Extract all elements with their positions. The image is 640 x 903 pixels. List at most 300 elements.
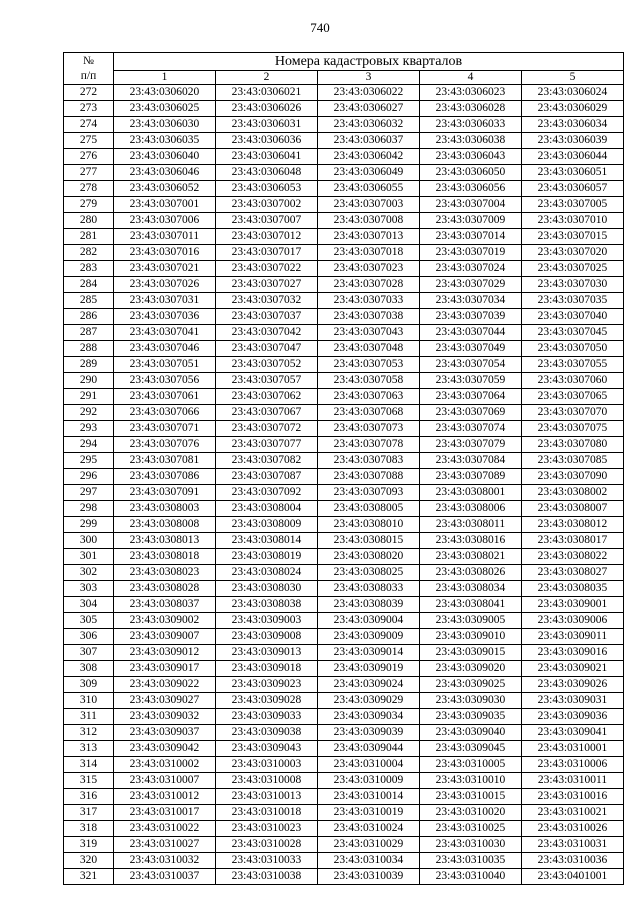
cadastral-number-cell: 23:43:0309039 bbox=[318, 725, 420, 741]
cadastral-number-cell: 23:43:0310010 bbox=[420, 773, 522, 789]
cadastral-number-cell: 23:43:0307093 bbox=[318, 485, 420, 501]
cadastral-number-cell: 23:43:0309031 bbox=[522, 693, 624, 709]
column-header-5: 5 bbox=[522, 71, 624, 85]
row-number: 321 bbox=[64, 869, 114, 885]
cadastral-number-cell: 23:43:0307083 bbox=[318, 453, 420, 469]
cadastral-number-cell: 23:43:0306055 bbox=[318, 181, 420, 197]
cadastral-number-cell: 23:43:0306049 bbox=[318, 165, 420, 181]
cadastral-number-cell: 23:43:0308026 bbox=[420, 565, 522, 581]
cadastral-number-cell: 23:43:0310003 bbox=[216, 757, 318, 773]
table-row bbox=[64, 821, 624, 837]
cadastral-number-cell: 23:43:0309042 bbox=[114, 741, 216, 757]
row-number: 312 bbox=[64, 725, 114, 741]
cadastral-number-cell: 23:43:0307013 bbox=[318, 229, 420, 245]
table-row bbox=[64, 373, 624, 389]
cadastral-number-cell: 23:43:0309025 bbox=[420, 677, 522, 693]
cadastral-number-cell: 23:43:0307025 bbox=[522, 261, 624, 277]
table-row bbox=[64, 741, 624, 757]
cadastral-number-cell: 23:43:0309043 bbox=[216, 741, 318, 757]
cadastral-number-cell: 23:43:0309011 bbox=[522, 629, 624, 645]
row-number: 299 bbox=[64, 517, 114, 533]
row-number: 295 bbox=[64, 453, 114, 469]
cadastral-number-cell: 23:43:0307062 bbox=[216, 389, 318, 405]
cadastral-number-cell: 23:43:0306030 bbox=[114, 117, 216, 133]
row-number-header bbox=[64, 53, 114, 85]
cadastral-number-cell: 23:43:0308022 bbox=[522, 549, 624, 565]
table-row bbox=[64, 453, 624, 469]
cadastral-number-cell: 23:43:0309041 bbox=[522, 725, 624, 741]
cadastral-number-cell: 23:43:0310025 bbox=[420, 821, 522, 837]
cadastral-number-cell: 23:43:0309028 bbox=[216, 693, 318, 709]
cadastral-number-cell: 23:43:0310021 bbox=[522, 805, 624, 821]
cadastral-number-cell: 23:43:0307086 bbox=[114, 469, 216, 485]
row-number: 274 bbox=[64, 117, 114, 133]
cadastral-number-cell: 23:43:0309009 bbox=[318, 629, 420, 645]
cadastral-number-cell: 23:43:0308001 bbox=[420, 485, 522, 501]
cadastral-number-cell: 23:43:0309033 bbox=[216, 709, 318, 725]
cadastral-number-cell: 23:43:0308012 bbox=[522, 517, 624, 533]
row-number: 278 bbox=[64, 181, 114, 197]
cadastral-number-cell: 23:43:0308021 bbox=[420, 549, 522, 565]
row-number: 272 bbox=[64, 85, 114, 101]
table-row bbox=[64, 213, 624, 229]
cadastral-number-cell: 23:43:0308018 bbox=[114, 549, 216, 565]
cadastral-number-cell: 23:43:0307088 bbox=[318, 469, 420, 485]
table-row bbox=[64, 629, 624, 645]
cadastral-number-cell: 23:43:0308027 bbox=[522, 565, 624, 581]
cadastral-number-cell: 23:43:0307004 bbox=[420, 197, 522, 213]
cadastral-number-cell: 23:43:0307070 bbox=[522, 405, 624, 421]
cadastral-number-cell: 23:43:0308035 bbox=[522, 581, 624, 597]
cadastral-number-cell: 23:43:0310009 bbox=[318, 773, 420, 789]
cadastral-number-cell: 23:43:0306034 bbox=[522, 117, 624, 133]
table-row bbox=[64, 773, 624, 789]
cadastral-number-cell: 23:43:0306028 bbox=[420, 101, 522, 117]
cadastral-number-cell: 23:43:0306021 bbox=[216, 85, 318, 101]
cadastral-number-cell: 23:43:0307003 bbox=[318, 197, 420, 213]
cadastral-number-cell: 23:43:0307087 bbox=[216, 469, 318, 485]
cadastral-number-cell: 23:43:0307080 bbox=[522, 437, 624, 453]
table-row bbox=[64, 469, 624, 485]
row-number: 294 bbox=[64, 437, 114, 453]
cadastral-number-cell: 23:43:0306052 bbox=[114, 181, 216, 197]
table-header bbox=[64, 53, 624, 85]
cadastral-number-cell: 23:43:0306027 bbox=[318, 101, 420, 117]
cadastral-number-cell: 23:43:0307058 bbox=[318, 373, 420, 389]
cadastral-number-cell: 23:43:0307090 bbox=[522, 469, 624, 485]
cadastral-number-cell: 23:43:0307068 bbox=[318, 405, 420, 421]
cadastral-number-cell: 23:43:0307030 bbox=[522, 277, 624, 293]
cadastral-number-cell: 23:43:0307056 bbox=[114, 373, 216, 389]
cadastral-number-cell: 23:43:0306038 bbox=[420, 133, 522, 149]
row-number: 288 bbox=[64, 341, 114, 357]
cadastral-number-cell: 23:43:0309037 bbox=[114, 725, 216, 741]
table-row bbox=[64, 549, 624, 565]
cadastral-number-cell: 23:43:0310013 bbox=[216, 789, 318, 805]
cadastral-number-cell: 23:43:0310034 bbox=[318, 853, 420, 869]
row-number: 293 bbox=[64, 421, 114, 437]
cadastral-number-cell: 23:43:0307006 bbox=[114, 213, 216, 229]
row-number: 280 bbox=[64, 213, 114, 229]
row-number: 289 bbox=[64, 357, 114, 373]
cadastral-number-cell: 23:43:0309010 bbox=[420, 629, 522, 645]
cadastral-number-cell: 23:43:0307031 bbox=[114, 293, 216, 309]
cadastral-number-cell: 23:43:0307089 bbox=[420, 469, 522, 485]
cadastral-number-cell: 23:43:0306043 bbox=[420, 149, 522, 165]
cadastral-number-cell: 23:43:0310020 bbox=[420, 805, 522, 821]
cadastral-number-cell: 23:43:0307037 bbox=[216, 309, 318, 325]
cadastral-number-cell: 23:43:0309018 bbox=[216, 661, 318, 677]
cadastral-number-cell: 23:43:0307001 bbox=[114, 197, 216, 213]
table-row bbox=[64, 437, 624, 453]
cadastral-number-cell: 23:43:0306035 bbox=[114, 133, 216, 149]
row-number: 286 bbox=[64, 309, 114, 325]
table-row bbox=[64, 421, 624, 437]
cadastral-number-cell: 23:43:0309020 bbox=[420, 661, 522, 677]
cadastral-number-cell: 23:43:0309013 bbox=[216, 645, 318, 661]
cadastral-number-cell: 23:43:0308017 bbox=[522, 533, 624, 549]
row-number: 287 bbox=[64, 325, 114, 341]
table-row bbox=[64, 197, 624, 213]
row-number: 290 bbox=[64, 373, 114, 389]
row-number: 273 bbox=[64, 101, 114, 117]
row-number: 297 bbox=[64, 485, 114, 501]
table-row bbox=[64, 837, 624, 853]
cadastral-number-cell: 23:43:0308038 bbox=[216, 597, 318, 613]
row-number: 310 bbox=[64, 693, 114, 709]
cadastral-number-cell: 23:43:0308011 bbox=[420, 517, 522, 533]
cadastral-number-cell: 23:43:0309021 bbox=[522, 661, 624, 677]
table-row bbox=[64, 853, 624, 869]
cadastral-number-cell: 23:43:0307042 bbox=[216, 325, 318, 341]
cadastral-number-cell: 23:43:0310035 bbox=[420, 853, 522, 869]
cadastral-number-cell: 23:43:0309045 bbox=[420, 741, 522, 757]
cadastral-number-cell: 23:43:0310040 bbox=[420, 869, 522, 885]
cadastral-number-cell: 23:43:0307065 bbox=[522, 389, 624, 405]
cadastral-number-cell: 23:43:0307002 bbox=[216, 197, 318, 213]
cadastral-number-cell: 23:43:0306041 bbox=[216, 149, 318, 165]
cadastral-number-cell: 23:43:0308034 bbox=[420, 581, 522, 597]
cadastral-number-cell: 23:43:0307051 bbox=[114, 357, 216, 373]
cadastral-number-cell: 23:43:0307009 bbox=[420, 213, 522, 229]
cadastral-number-cell: 23:43:0309034 bbox=[318, 709, 420, 725]
cadastral-number-cell: 23:43:0307041 bbox=[114, 325, 216, 341]
cadastral-number-cell: 23:43:0309017 bbox=[114, 661, 216, 677]
row-number: 319 bbox=[64, 837, 114, 853]
cadastral-number-cell: 23:43:0308039 bbox=[318, 597, 420, 613]
row-number: 318 bbox=[64, 821, 114, 837]
row-number-header-top: № bbox=[83, 54, 94, 67]
row-number: 309 bbox=[64, 677, 114, 693]
cadastral-number-cell: 23:43:0310008 bbox=[216, 773, 318, 789]
cadastral-number-cell: 23:43:0308009 bbox=[216, 517, 318, 533]
cadastral-number-cell: 23:43:0306042 bbox=[318, 149, 420, 165]
cadastral-number-cell: 23:43:0307045 bbox=[522, 325, 624, 341]
table-row bbox=[64, 133, 624, 149]
cadastral-number-cell: 23:43:0307076 bbox=[114, 437, 216, 453]
table-row bbox=[64, 661, 624, 677]
cadastral-number-cell: 23:43:0307075 bbox=[522, 421, 624, 437]
table-row bbox=[64, 645, 624, 661]
cadastral-number-cell: 23:43:0308024 bbox=[216, 565, 318, 581]
table-row bbox=[64, 341, 624, 357]
cadastral-number-cell: 23:43:0307072 bbox=[216, 421, 318, 437]
table-row bbox=[64, 181, 624, 197]
row-number: 302 bbox=[64, 565, 114, 581]
column-header-1: 1 bbox=[114, 71, 216, 85]
row-number: 300 bbox=[64, 533, 114, 549]
cadastral-number-cell: 23:43:0306050 bbox=[420, 165, 522, 181]
cadastral-number-cell: 23:43:0309004 bbox=[318, 613, 420, 629]
cadastral-number-cell: 23:43:0310029 bbox=[318, 837, 420, 853]
cadastral-number-cell: 23:43:0307017 bbox=[216, 245, 318, 261]
row-number: 275 bbox=[64, 133, 114, 149]
row-number: 281 bbox=[64, 229, 114, 245]
cadastral-number-cell: 23:43:0309002 bbox=[114, 613, 216, 629]
row-number: 307 bbox=[64, 645, 114, 661]
cadastral-number-cell: 23:43:0306031 bbox=[216, 117, 318, 133]
cadastral-number-cell: 23:43:0307036 bbox=[114, 309, 216, 325]
cadastral-number-cell: 23:43:0310037 bbox=[114, 869, 216, 885]
table-row bbox=[64, 117, 624, 133]
cadastral-number-cell: 23:43:0306040 bbox=[114, 149, 216, 165]
cadastral-number-cell: 23:43:0307026 bbox=[114, 277, 216, 293]
cadastral-number-cell: 23:43:0308005 bbox=[318, 501, 420, 517]
cadastral-number-cell: 23:43:0308030 bbox=[216, 581, 318, 597]
cadastral-number-cell: 23:43:0310033 bbox=[216, 853, 318, 869]
cadastral-number-cell: 23:43:0307092 bbox=[216, 485, 318, 501]
cadastral-number-cell: 23:43:0309001 bbox=[522, 597, 624, 613]
table-row bbox=[64, 693, 624, 709]
cadastral-number-cell: 23:43:0307057 bbox=[216, 373, 318, 389]
cadastral-number-cell: 23:43:0307014 bbox=[420, 229, 522, 245]
cadastral-number-cell: 23:43:0307077 bbox=[216, 437, 318, 453]
row-number: 277 bbox=[64, 165, 114, 181]
cadastral-number-cell: 23:43:0310024 bbox=[318, 821, 420, 837]
cadastral-number-cell: 23:43:0307082 bbox=[216, 453, 318, 469]
cadastral-number-cell: 23:43:0307035 bbox=[522, 293, 624, 309]
cadastral-number-cell: 23:43:0307028 bbox=[318, 277, 420, 293]
cadastral-number-cell: 23:43:0306023 bbox=[420, 85, 522, 101]
cadastral-number-cell: 23:43:0307091 bbox=[114, 485, 216, 501]
cadastral-number-cell: 23:43:0308033 bbox=[318, 581, 420, 597]
cadastral-number-cell: 23:43:0310026 bbox=[522, 821, 624, 837]
table-row bbox=[64, 357, 624, 373]
cadastral-number-cell: 23:43:0307060 bbox=[522, 373, 624, 389]
cadastral-number-cell: 23:43:0307022 bbox=[216, 261, 318, 277]
row-number: 313 bbox=[64, 741, 114, 757]
cadastral-number-cell: 23:43:0309023 bbox=[216, 677, 318, 693]
cadastral-number-cell: 23:43:0307043 bbox=[318, 325, 420, 341]
row-number: 304 bbox=[64, 597, 114, 613]
cadastral-number-cell: 23:43:0309036 bbox=[522, 709, 624, 725]
row-number: 298 bbox=[64, 501, 114, 517]
cadastral-number-cell: 23:43:0310039 bbox=[318, 869, 420, 885]
cadastral-number-cell: 23:43:0307053 bbox=[318, 357, 420, 373]
cadastral-number-cell: 23:43:0307066 bbox=[114, 405, 216, 421]
cadastral-number-cell: 23:43:0308041 bbox=[420, 597, 522, 613]
cadastral-number-cell: 23:43:0307024 bbox=[420, 261, 522, 277]
cadastral-number-cell: 23:43:0307049 bbox=[420, 341, 522, 357]
row-number: 282 bbox=[64, 245, 114, 261]
cadastral-number-cell: 23:43:0309005 bbox=[420, 613, 522, 629]
cadastral-number-cell: 23:43:0307032 bbox=[216, 293, 318, 309]
table-row bbox=[64, 229, 624, 245]
cadastral-number-cell: 23:43:0308023 bbox=[114, 565, 216, 581]
cadastral-number-cell: 23:43:0306048 bbox=[216, 165, 318, 181]
cadastral-number-cell: 23:43:0307016 bbox=[114, 245, 216, 261]
table-row bbox=[64, 101, 624, 117]
row-number: 311 bbox=[64, 709, 114, 725]
cadastral-number-cell: 23:43:0309035 bbox=[420, 709, 522, 725]
cadastral-number-cell: 23:43:0306020 bbox=[114, 85, 216, 101]
cadastral-number-cell: 23:43:0306029 bbox=[522, 101, 624, 117]
cadastral-number-cell: 23:43:0306044 bbox=[522, 149, 624, 165]
cadastral-number-cell: 23:43:0306053 bbox=[216, 181, 318, 197]
cadastral-number-cell: 23:43:0310015 bbox=[420, 789, 522, 805]
cadastral-number-cell: 23:43:0307038 bbox=[318, 309, 420, 325]
row-number: 320 bbox=[64, 853, 114, 869]
table-row bbox=[64, 165, 624, 181]
cadastral-number-cell: 23:43:0308013 bbox=[114, 533, 216, 549]
cadastral-number-cell: 23:43:0310005 bbox=[420, 757, 522, 773]
cadastral-number-cell: 23:43:0308016 bbox=[420, 533, 522, 549]
cadastral-number-cell: 23:43:0309019 bbox=[318, 661, 420, 677]
cadastral-number-cell: 23:43:0306046 bbox=[114, 165, 216, 181]
column-header-2: 2 bbox=[216, 71, 318, 85]
cadastral-number-cell: 23:43:0308037 bbox=[114, 597, 216, 613]
cadastral-number-cell: 23:43:0310007 bbox=[114, 773, 216, 789]
cadastral-number-cell: 23:43:0310038 bbox=[216, 869, 318, 885]
cadastral-number-cell: 23:43:0310012 bbox=[114, 789, 216, 805]
cadastral-number-cell: 23:43:0310016 bbox=[522, 789, 624, 805]
cadastral-number-cell: 23:43:0310014 bbox=[318, 789, 420, 805]
cadastral-number-cell: 23:43:0306026 bbox=[216, 101, 318, 117]
cadastral-number-cell: 23:43:0309026 bbox=[522, 677, 624, 693]
table-row bbox=[64, 389, 624, 405]
cadastral-number-cell: 23:43:0306024 bbox=[522, 85, 624, 101]
row-number: 301 bbox=[64, 549, 114, 565]
cadastral-number-cell: 23:43:0306025 bbox=[114, 101, 216, 117]
row-number: 305 bbox=[64, 613, 114, 629]
cadastral-number-cell: 23:43:0310011 bbox=[522, 773, 624, 789]
cadastral-number-cell: 23:43:0307069 bbox=[420, 405, 522, 421]
cadastral-quarters-table bbox=[63, 52, 624, 885]
cadastral-number-cell: 23:43:0307010 bbox=[522, 213, 624, 229]
cadastral-number-cell: 23:43:0310023 bbox=[216, 821, 318, 837]
cadastral-number-cell: 23:43:0308015 bbox=[318, 533, 420, 549]
cadastral-number-cell: 23:43:0307023 bbox=[318, 261, 420, 277]
cadastral-number-cell: 23:43:0309007 bbox=[114, 629, 216, 645]
cadastral-number-cell: 23:43:0307027 bbox=[216, 277, 318, 293]
table-row bbox=[64, 85, 624, 101]
cadastral-number-cell: 23:43:0308008 bbox=[114, 517, 216, 533]
cadastral-number-cell: 23:43:0306057 bbox=[522, 181, 624, 197]
cadastral-number-cell: 23:43:0308020 bbox=[318, 549, 420, 565]
cadastral-number-cell: 23:43:0307029 bbox=[420, 277, 522, 293]
cadastral-number-cell: 23:43:0310030 bbox=[420, 837, 522, 853]
cadastral-number-cell: 23:43:0308019 bbox=[216, 549, 318, 565]
row-number: 276 bbox=[64, 149, 114, 165]
cadastral-number-cell: 23:43:0308006 bbox=[420, 501, 522, 517]
cadastral-number-cell: 23:43:0310017 bbox=[114, 805, 216, 821]
cadastral-number-cell: 23:43:0307046 bbox=[114, 341, 216, 357]
cadastral-number-cell: 23:43:0307033 bbox=[318, 293, 420, 309]
cadastral-number-cell: 23:43:0307012 bbox=[216, 229, 318, 245]
table-row bbox=[64, 261, 624, 277]
cadastral-number-cell: 23:43:0309006 bbox=[522, 613, 624, 629]
table-row bbox=[64, 805, 624, 821]
cadastral-number-cell: 23:43:0307061 bbox=[114, 389, 216, 405]
cadastral-number-cell: 23:43:0310006 bbox=[522, 757, 624, 773]
cadastral-number-cell: 23:43:0306056 bbox=[420, 181, 522, 197]
cadastral-number-cell: 23:43:0307020 bbox=[522, 245, 624, 261]
table-body bbox=[64, 85, 624, 885]
table-row bbox=[64, 581, 624, 597]
table-row bbox=[64, 565, 624, 581]
cadastral-number-cell: 23:43:0307040 bbox=[522, 309, 624, 325]
cadastral-number-cell: 23:43:0307008 bbox=[318, 213, 420, 229]
cadastral-number-cell: 23:43:0306033 bbox=[420, 117, 522, 133]
cadastral-number-cell: 23:43:0307054 bbox=[420, 357, 522, 373]
cadastral-number-cell: 23:43:0310032 bbox=[114, 853, 216, 869]
cadastral-number-cell: 23:43:0401001 bbox=[522, 869, 624, 885]
group-header: Номера кадастровых кварталов bbox=[114, 53, 624, 71]
table-row bbox=[64, 613, 624, 629]
table-row bbox=[64, 293, 624, 309]
table-row bbox=[64, 533, 624, 549]
row-number: 306 bbox=[64, 629, 114, 645]
row-number: 296 bbox=[64, 469, 114, 485]
cadastral-number-cell: 23:43:0309003 bbox=[216, 613, 318, 629]
cadastral-number-cell: 23:43:0307067 bbox=[216, 405, 318, 421]
cadastral-number-cell: 23:43:0308025 bbox=[318, 565, 420, 581]
cadastral-number-cell: 23:43:0307034 bbox=[420, 293, 522, 309]
row-number: 283 bbox=[64, 261, 114, 277]
cadastral-number-cell: 23:43:0310031 bbox=[522, 837, 624, 853]
cadastral-number-cell: 23:43:0308014 bbox=[216, 533, 318, 549]
cadastral-number-cell: 23:43:0310004 bbox=[318, 757, 420, 773]
cadastral-number-cell: 23:43:0307048 bbox=[318, 341, 420, 357]
cadastral-number-cell: 23:43:0308002 bbox=[522, 485, 624, 501]
cadastral-number-cell: 23:43:0307081 bbox=[114, 453, 216, 469]
page-number: 740 bbox=[310, 20, 330, 35]
table-row bbox=[64, 677, 624, 693]
cadastral-number-cell: 23:43:0310036 bbox=[522, 853, 624, 869]
cadastral-number-cell: 23:43:0307015 bbox=[522, 229, 624, 245]
cadastral-number-cell: 23:43:0310028 bbox=[216, 837, 318, 853]
cadastral-number-cell: 23:43:0309029 bbox=[318, 693, 420, 709]
table-row bbox=[64, 869, 624, 885]
cadastral-number-cell: 23:43:0307044 bbox=[420, 325, 522, 341]
table-row bbox=[64, 405, 624, 421]
cadastral-number-cell: 23:43:0309012 bbox=[114, 645, 216, 661]
cadastral-number-cell: 23:43:0310022 bbox=[114, 821, 216, 837]
cadastral-number-cell: 23:43:0307021 bbox=[114, 261, 216, 277]
row-number: 308 bbox=[64, 661, 114, 677]
cadastral-number-cell: 23:43:0309016 bbox=[522, 645, 624, 661]
cadastral-number-cell: 23:43:0309038 bbox=[216, 725, 318, 741]
cadastral-number-cell: 23:43:0309015 bbox=[420, 645, 522, 661]
cadastral-number-cell: 23:43:0307064 bbox=[420, 389, 522, 405]
table-row bbox=[64, 309, 624, 325]
cadastral-number-cell: 23:43:0307019 bbox=[420, 245, 522, 261]
cadastral-number-cell: 23:43:0308028 bbox=[114, 581, 216, 597]
row-number: 316 bbox=[64, 789, 114, 805]
table-row bbox=[64, 709, 624, 725]
row-number: 292 bbox=[64, 405, 114, 421]
cadastral-number-cell: 23:43:0310002 bbox=[114, 757, 216, 773]
